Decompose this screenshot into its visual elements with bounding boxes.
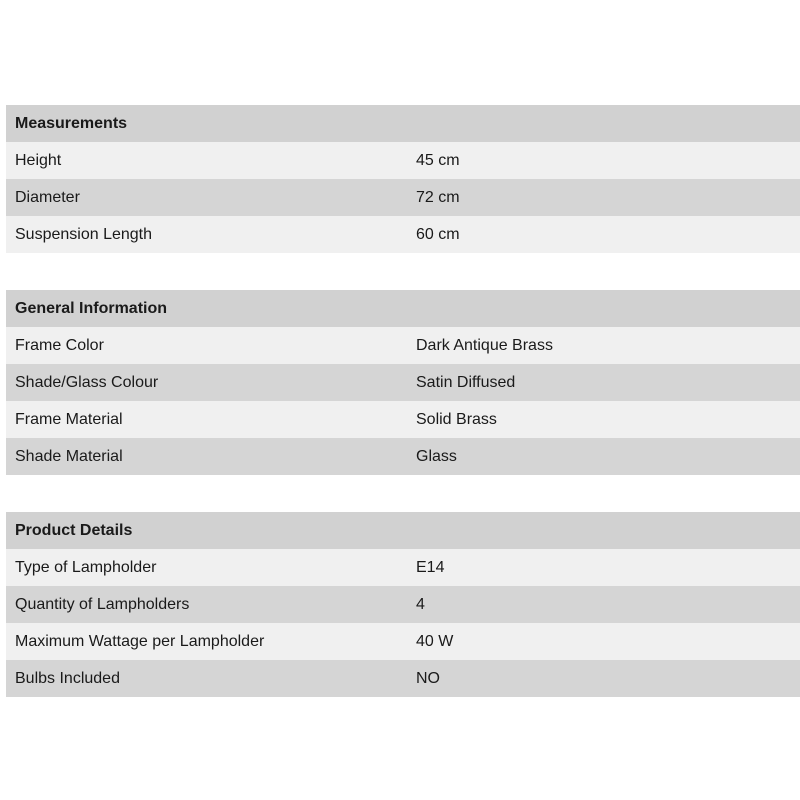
section-header: [6, 512, 800, 549]
spec-value: NO: [407, 660, 800, 697]
table-row: [6, 179, 800, 216]
table-row: [6, 586, 800, 623]
table-row: [6, 327, 800, 364]
spec-label: Type of Lampholder: [6, 549, 407, 586]
table-row: [6, 549, 800, 586]
spec-value: 4: [407, 586, 800, 623]
product-details-table: [6, 512, 800, 697]
table-row: [6, 660, 800, 697]
spec-label: Shade/Glass Colour: [6, 364, 407, 401]
spec-value: Satin Diffused: [407, 364, 800, 401]
spec-label: Frame Material: [6, 401, 407, 438]
section-title-product-details: Product Details: [6, 512, 800, 549]
spec-value: 40 W: [407, 623, 800, 660]
spec-value: Solid Brass: [407, 401, 800, 438]
section-header: [6, 290, 800, 327]
spec-label: Maximum Wattage per Lampholder: [6, 623, 407, 660]
spec-label: Diameter: [6, 179, 407, 216]
table-row: [6, 401, 800, 438]
spec-value: Glass: [407, 438, 800, 475]
spec-label: Suspension Length: [6, 216, 407, 253]
spec-label: Shade Material: [6, 438, 407, 475]
spec-label: Bulbs Included: [6, 660, 407, 697]
spec-value: 60 cm: [407, 216, 800, 253]
table-row: [6, 438, 800, 475]
spec-value: Dark Antique Brass: [407, 327, 800, 364]
spec-value: E14: [407, 549, 800, 586]
general-information-table: [6, 290, 800, 475]
spec-label: Frame Color: [6, 327, 407, 364]
section-title-general-information: General Information: [6, 290, 800, 327]
section-header: [6, 105, 800, 142]
spec-label: Quantity of Lampholders: [6, 586, 407, 623]
spec-value: 45 cm: [407, 142, 800, 179]
spec-label: Height: [6, 142, 407, 179]
table-row: [6, 216, 800, 253]
section-title-measurements: Measurements: [6, 105, 800, 142]
measurements-table: [6, 105, 800, 253]
spec-value: 72 cm: [407, 179, 800, 216]
table-row: [6, 142, 800, 179]
table-row: [6, 623, 800, 660]
table-row: [6, 364, 800, 401]
